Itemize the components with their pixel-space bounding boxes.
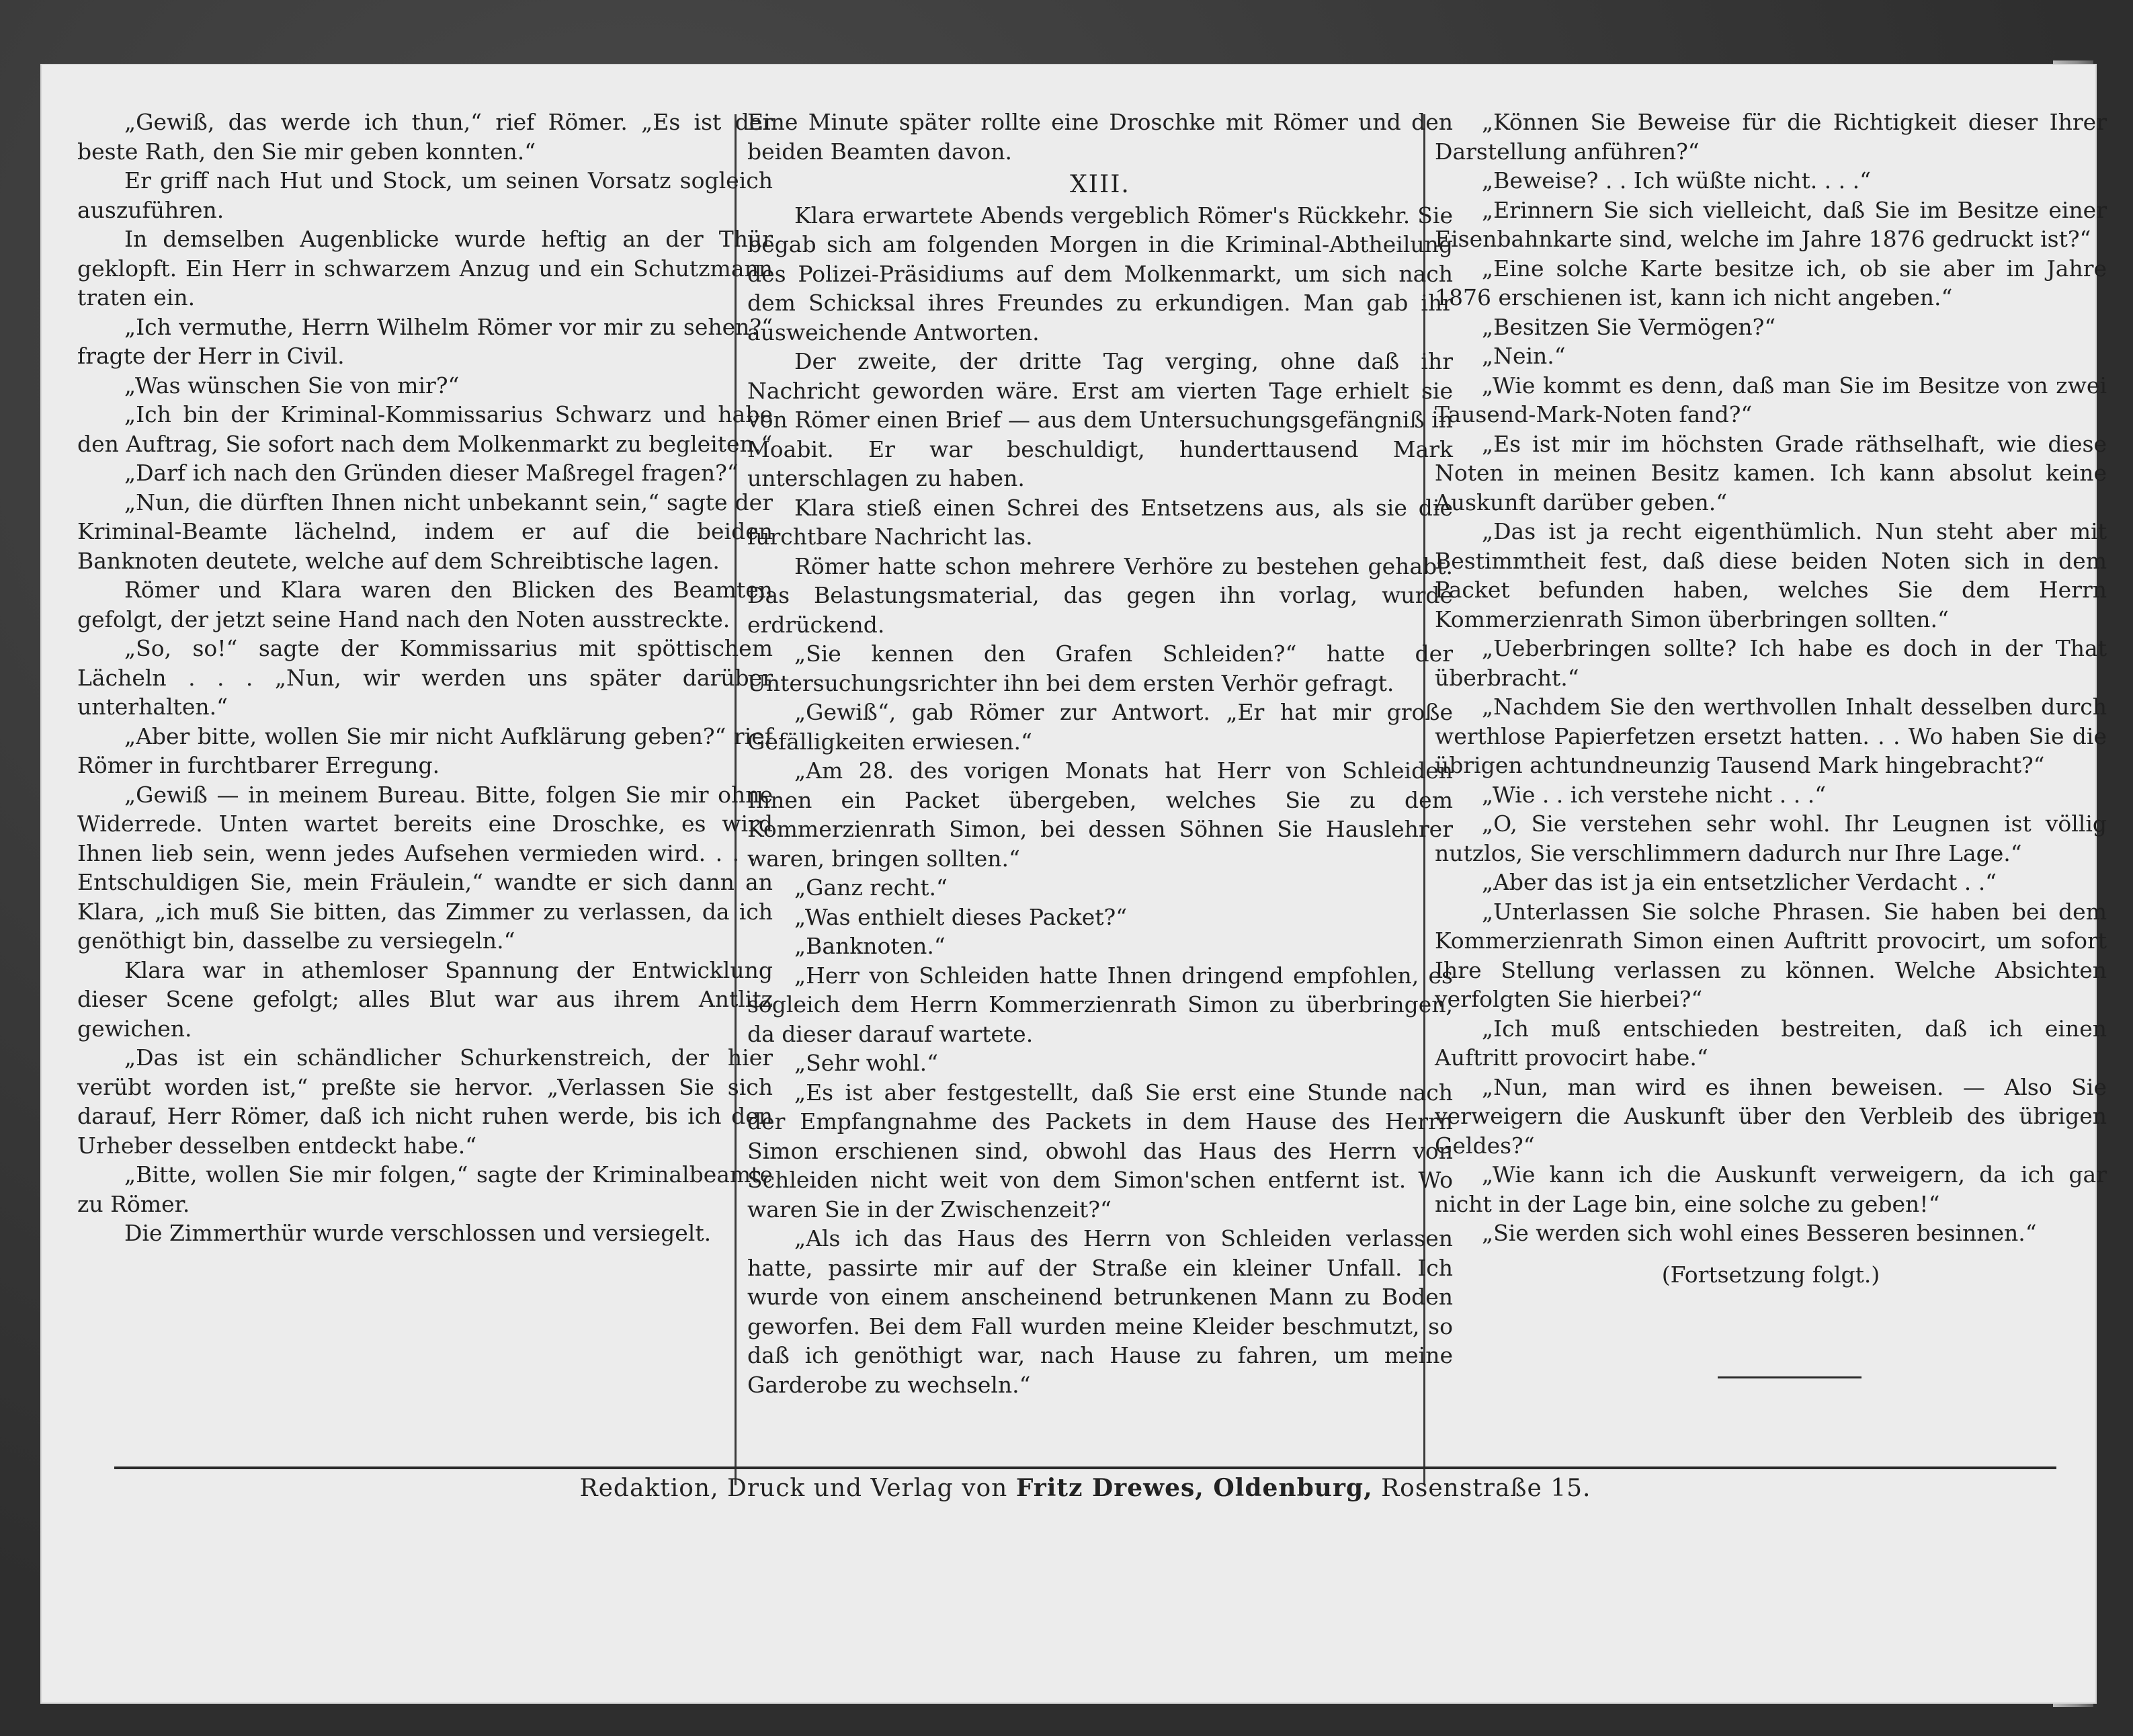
paragraph: „Erinnern Sie sich vielleicht, daß Sie im Besitze einer Eisenbahnkarte sind, welche im Jahre 1876 gedruckt ist?“: [1435, 196, 2107, 252]
paragraph: „Darf ich nach den Gründen dieser Maßregel fragen?“: [124, 460, 739, 486]
footer-rule: [114, 1466, 2056, 1469]
paragraph: „Unterlassen Sie solche Phrasen. Sie haben bei dem Kommerzienrath Simon einen Auftritt provocirt, um sofort Ihre Stellung verlassen zu können. Welche Absichten verfolgten Sie hierbei?“: [1435, 898, 2107, 1012]
text-column-3: [1435, 108, 2107, 1289]
paragraph: „Was wünschen Sie von mir?“: [124, 372, 460, 399]
paragraph: „Gewiß, das werde ich thun,“ rief Römer. „Es ist der beste Rath, den Sie mir geben konnten.“: [77, 109, 773, 165]
text-column-2: [747, 108, 1453, 1399]
paragraph: „Ganz recht.“: [794, 874, 948, 901]
paragraph: „Sie kennen den Grafen Schleiden?“ hatte der Untersuchungsrichter ihn bei dem ersten Verhör gefragt.: [747, 640, 1453, 696]
paragraph: „Wie . . ich verstehe nicht . . .“: [1482, 781, 1827, 808]
paragraph: „Besitzen Sie Vermögen?“: [1482, 313, 1776, 340]
paragraph: „Eine solche Karte besitze ich, ob sie aber im Jahre 1876 erschienen ist, kann ich nicht angeben.“: [1435, 255, 2107, 311]
paragraph: „Was enthielt dieses Packet?“: [794, 903, 1128, 930]
paragraph: Klara erwartete Abends vergeblich Römer's Rückkehr. Sie begab sich am folgenden Morgen in die Kriminal-Abtheilung des Polizei-Präsidiums auf dem Molkenmarkt, um sich nach dem Schicksal ihres Freundes zu erkundigen. Man gab ihr ausweichende Antworten.: [747, 202, 1453, 345]
paragraph: Der zweite, der dritte Tag verging, ohne daß ihr Nachricht geworden wäre. Erst am vierten Tage erhielt sie von Römer einen Brief — aus dem Untersuchungsgefängniß in Moabit. Er war beschuldigt, hunderttausend Mark unterschlagen zu haben.: [747, 348, 1453, 491]
paragraph: Er griff nach Hut und Stock, um seinen Vorsatz sogleich auszuführen.: [77, 167, 773, 223]
paragraph: „Gewiß — in meinem Bureau. Bitte, folgen Sie mir ohne Widerrede. Unten wartet bereits eine Droschke, es wird Ihnen lieb sein, wenn jedes Aufsehen vermieden wird. . . . . Entschuldigen Sie, mein Fräulein,“ wandte er sich dann an Klara, „ich muß Sie bitten, das Zimmer zu verlassen, da ich genöthigt bin, dasselbe zu versiegeln.“: [77, 781, 773, 954]
paragraph: „Das ist ja recht eigenthümlich. Nun steht aber mit Bestimmtheit fest, daß diese beiden Noten sich in dem Packet befunden haben, welches Sie dem Herrn Kommerzienrath Simon überbringen sollten.“: [1435, 518, 2107, 632]
paragraph: In demselben Augenblicke wurde heftig an der Thür geklopft. Ein Herr in schwarzem Anzug und ein Schutzmann traten ein.: [77, 226, 773, 311]
paragraph: Die Zimmerthür wurde verschlossen und versiegelt.: [124, 1220, 712, 1246]
paragraph: „Können Sie Beweise für die Richtigkeit dieser Ihrer Darstellung anführen?“: [1435, 109, 2107, 165]
paragraph: „Aber bitte, wollen Sie mir nicht Aufklärung geben?“ rief Römer in furchtbarer Erregung.: [77, 722, 773, 778]
paragraph: „Ueberbringen sollte? Ich habe es doch in der That überbracht.“: [1435, 635, 2107, 691]
end-rule: [1718, 1376, 1862, 1378]
imprint-publisher: Fritz Drewes, Oldenburg,: [1015, 1474, 1373, 1502]
paragraph: „Es ist aber festgestellt, daß Sie erst eine Stunde nach der Empfangnahme des Packets in dem Hause des Herrn Simon erschienen sind, obwohl das Haus des Herrn von Schleiden nicht weit von dem Simon'schen entfernt ist. Wo waren Sie in der Zwischenzeit?“: [747, 1079, 1453, 1223]
imprint-prefix: Redaktion, Druck und Verlag von: [579, 1475, 1008, 1502]
imprint-footer: [114, 1474, 2056, 1502]
paragraph: „Als ich das Haus des Herrn von Schleiden verlassen hatte, passirte mir auf der Straße ein kleiner Unfall. Ich wurde von einem anscheinend betrunkenen Mann zu Boden geworfen. Bei dem Fall wurden meine Kleider beschmutzt, so daß ich genöthigt war, nach Hause zu fahren, um meine Garderobe zu wechseln.“: [747, 1225, 1453, 1398]
continuation-note: (Fortsetzung folgt.): [1661, 1261, 1880, 1288]
paragraph: „Am 28. des vorigen Monats hat Herr von Schleiden Ihnen ein Packet übergeben, welches Sie zu dem Kommerzienrath Simon, bei dessen Söhnen Sie Hauslehrer waren, bringen sollten.“: [747, 757, 1453, 872]
text-column-1: [77, 108, 773, 1248]
paragraph: „Ich vermuthe, Herrn Wilhelm Römer vor mir zu sehen?“ fragte der Herr in Civil.: [77, 313, 773, 369]
imprint-address: Rosenstraße 15.: [1381, 1475, 1591, 1502]
paragraph: Römer hatte schon mehrere Verhöre zu bestehen gehabt. Das Belastungsmaterial, das gegen ihn vorlag, wurde erdrückend.: [747, 552, 1453, 638]
paragraph: „Nun, die dürften Ihnen nicht unbekannt sein,“ sagte der Kriminal-Beamte lächelnd, indem er auf die beiden Banknoten deutete, welche auf dem Schreibtische lagen.: [77, 489, 773, 574]
paragraph: „O, Sie verstehen sehr wohl. Ihr Leugnen ist völlig nutzlos, Sie verschlimmern dadurch nur Ihre Lage.“: [1435, 811, 2107, 866]
paragraph: „Ich muß entschieden bestreiten, daß ich einen Auftritt provocirt habe.“: [1435, 1015, 2107, 1071]
paragraph: „Wie kommt es denn, daß man Sie im Besitze von zwei Tausend-Mark-Noten fand?“: [1435, 372, 2107, 427]
paragraph: „So, so!“ sagte der Kommissarius mit spöttischem Lächeln . . . „Nun, wir werden uns später darüber unterhalten.“: [77, 635, 773, 720]
paragraph: „Herr von Schleiden hatte Ihnen dringend empfohlen, es sogleich dem Herrn Kommerzienrath Simon zu überbringen, da dieser darauf wartete.: [747, 962, 1453, 1047]
paragraph: Römer und Klara waren den Blicken des Beamten gefolgt, der jetzt seine Hand nach den Noten ausstreckte.: [77, 577, 773, 632]
paragraph: „Wie kann ich die Auskunft verweigern, da ich gar nicht in der Lage bin, eine solche zu geben!“: [1435, 1161, 2107, 1217]
paragraph: „Das ist ein schändlicher Schurkenstreich, der hier verübt worden ist,“ preßte sie hervor. „Verlassen Sie sich darauf, Herr Römer, daß ich nicht ruhen werde, bis ich den Urheber desselben entdeckt habe.“: [77, 1044, 773, 1159]
paragraph: „Sie werden sich wohl eines Besseren besinnen.“: [1482, 1220, 2037, 1246]
paragraph: „Gewiß“, gab Römer zur Antwort. „Er hat mir große Gefälligkeiten erwiesen.“: [747, 699, 1453, 755]
paragraph: „Nachdem Sie den werthvollen Inhalt desselben durch werthlose Papierfetzen ersetzt hatten. . . Wo haben Sie die übrigen achtundneunzig Tausend Mark hingebracht?“: [1435, 694, 2107, 778]
paragraph: „Aber das ist ja ein entsetzlicher Verdacht . .“: [1482, 869, 1997, 895]
paragraph: „Sehr wohl.“: [794, 1050, 939, 1076]
paragraph: Klara stieß einen Schrei des Entsetzens aus, als sie die furchtbare Nachricht las.: [747, 494, 1453, 550]
chapter-heading: XIII.: [1070, 171, 1130, 198]
paragraph: „Nun, man wird es ihnen beweisen. — Also Sie verweigern die Auskunft über den Verbleib des übrigen Geldes?“: [1435, 1073, 2107, 1159]
paragraph: „Nein.“: [1482, 343, 1566, 369]
paragraph: Eine Minute später rollte eine Droschke mit Römer und den beiden Beamten davon.: [747, 109, 1453, 165]
paragraph: „Banknoten.“: [794, 933, 946, 959]
paragraph: Klara war in athemloser Spannung der Entwicklung dieser Scene gefolgt; alles Blut war aus ihrem Antlitz gewichen.: [77, 956, 773, 1042]
paragraph: „Beweise? . . Ich wüßte nicht. . . .“: [1482, 167, 1871, 194]
paragraph: „Es ist mir im höchsten Grade räthselhaft, wie diese Noten in meinen Besitz kamen. Ich kann absolut keine Auskunft darüber geben.“: [1435, 430, 2107, 515]
paragraph: „Ich bin der Kriminal-Kommissarius Schwarz und habe den Auftrag, Sie sofort nach dem Molkenmarkt zu begleiten.“: [77, 401, 773, 457]
paragraph: „Bitte, wollen Sie mir folgen,“ sagte der Kriminalbeamte zu Römer.: [77, 1161, 773, 1217]
